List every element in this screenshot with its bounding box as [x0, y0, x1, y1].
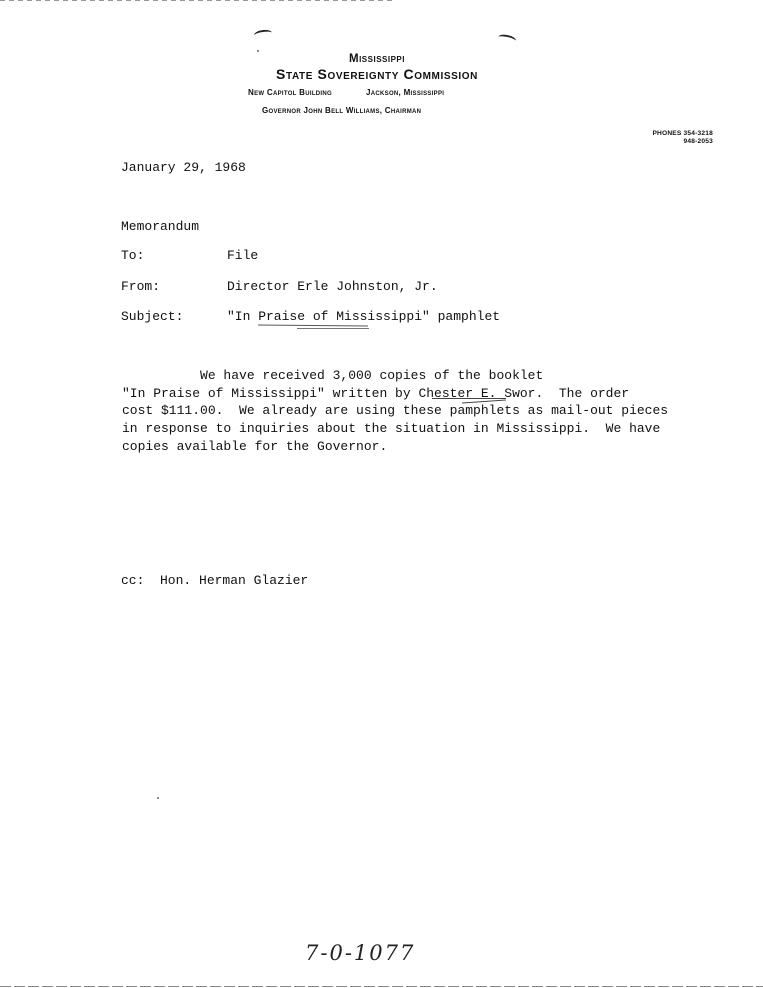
speck	[157, 797, 159, 799]
underline-mark	[258, 325, 368, 327]
from-value: Director Erle Johnston, Jr.	[227, 279, 438, 294]
speck	[257, 50, 259, 52]
memo-date: January 29, 1968	[121, 160, 246, 175]
letterhead-phones	[610, 130, 713, 146]
to-label: To:	[121, 248, 145, 263]
handwritten-file-number: 7-0-1077	[305, 941, 416, 965]
bottom-edge-line	[0, 986, 763, 987]
from-label: From:	[121, 279, 161, 294]
strike-mark	[432, 398, 506, 399]
subject-value: "In Praise of Mississippi" pamphlet	[227, 309, 501, 324]
phones-line-1: PHONES 354-3218	[652, 130, 713, 137]
memo-type: Memorandum	[121, 219, 200, 234]
letterhead-address	[248, 88, 445, 97]
punch-mark-right	[497, 33, 516, 45]
letterhead-chairman: Governor John Bell Williams, Chairman	[262, 106, 422, 115]
punch-mark-left	[254, 29, 273, 39]
phones-line-2: 948-2053	[683, 138, 713, 145]
letterhead-building: New Capitol Building	[248, 88, 332, 97]
memo-body: We have received 3,000 copies of the booklet "In Praise of Mississippi" written by Chester E. Swor. The order cost $111.00. We already are using these pamphlets as mail-out pieces in response to inquiries about the situation in Mississippi. We have copies available for the Governor.	[122, 368, 669, 454]
subject-label: Subject:	[121, 309, 184, 324]
top-perforation	[0, 0, 395, 2]
underline-mark	[297, 328, 369, 329]
letterhead-city: Jackson, Mississippi	[366, 88, 445, 97]
cc-line: cc: Hon. Herman Glazier	[121, 573, 309, 588]
to-value: File	[227, 248, 259, 263]
